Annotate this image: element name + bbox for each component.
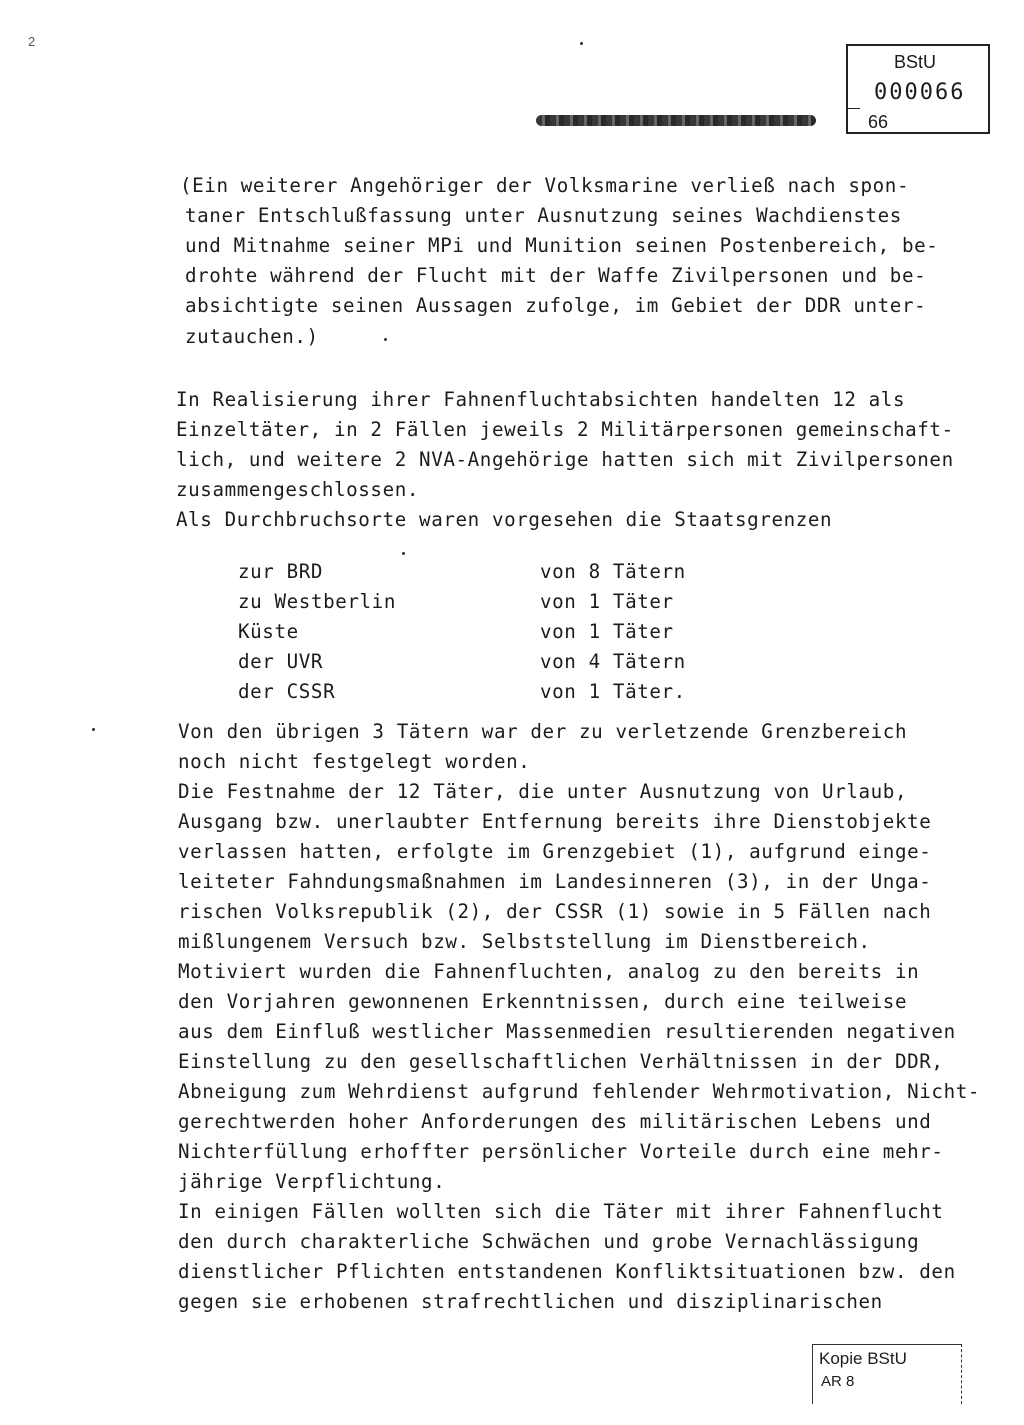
scan-speck bbox=[402, 552, 405, 555]
text-line: gegen sie erhobenen strafrechtlichen und disziplinarischen bbox=[178, 1290, 883, 1313]
text-line: Motiviert wurden die Fahnenfluchten, analog zu den bereits in bbox=[178, 960, 920, 983]
text-line: Ausgang bzw. unerlaubter Entfernung bereits ihre Dienstobjekte bbox=[178, 810, 932, 833]
text-line: zusammengeschlossen. bbox=[176, 478, 420, 501]
border-place: zur BRD bbox=[238, 560, 324, 583]
text-line: taner Entschlußfassung unter Ausnutzung seines Wachdienstes bbox=[185, 204, 902, 227]
text-line: lich, und weitere 2 NVA-Angehörige hatten sich mit Zivilpersonen bbox=[176, 448, 954, 471]
stamp-divider bbox=[848, 108, 860, 109]
text-line: dienstlicher Pflichten entstandenen Konfliktsituationen bzw. den bbox=[178, 1260, 956, 1283]
redaction-scribble bbox=[536, 115, 816, 126]
text-line: leiteter Fahndungsmaßnahmen im Landesinneren (3), in der Unga- bbox=[178, 870, 932, 893]
text-line: rischen Volksrepublik (2), der CSSR (1) sowie in 5 Fällen nach bbox=[178, 900, 932, 923]
text-line: verlassen hatten, erfolgte im Grenzgebiet (1), aufgrund einge- bbox=[178, 840, 932, 863]
border-count: von 1 Täter bbox=[540, 620, 674, 643]
scan-speck bbox=[580, 42, 583, 45]
copy-stamp-label: Kopie BStU bbox=[819, 1349, 907, 1368]
border-count: von 8 Tätern bbox=[540, 560, 686, 583]
border-count: von 1 Täter bbox=[540, 590, 674, 613]
text-line: und Mitnahme seiner MPi und Munition seinen Postenbereich, be- bbox=[185, 234, 939, 257]
text-line: gerechtwerden hoher Anforderungen des militärischen Lebens und bbox=[178, 1110, 932, 1133]
text-line: In einigen Fällen wollten sich die Täter mit ihrer Fahnenflucht bbox=[178, 1200, 944, 1223]
border-place: der UVR bbox=[238, 650, 324, 673]
text-line: (Ein weiterer Angehöriger der Volksmarine verließ nach spon- bbox=[180, 174, 910, 197]
border-place: Küste bbox=[238, 620, 299, 643]
copy-stamp bbox=[812, 1344, 962, 1404]
stamp-number: 000066 bbox=[874, 80, 966, 105]
text-line: mißlungenem Versuch bzw. Selbststellung im Dienstbereich. bbox=[178, 930, 871, 953]
text-line: aus dem Einfluß westlicher Massenmedien resultierenden negativen bbox=[178, 1020, 956, 1043]
text-line: zutauchen.) bbox=[185, 325, 319, 348]
text-line: den durch charakterliche Schwächen und grobe Vernachlässigung bbox=[178, 1230, 920, 1253]
border-place: der CSSR bbox=[238, 680, 336, 703]
corner-mark: 2 bbox=[28, 34, 36, 49]
scan-speck bbox=[384, 338, 387, 341]
text-line: Als Durchbruchsorte waren vorgesehen die Staatsgrenzen bbox=[176, 508, 833, 531]
border-place: zu Westberlin bbox=[238, 590, 396, 613]
text-line: noch nicht festgelegt worden. bbox=[178, 750, 531, 773]
text-line: In Realisierung ihrer Fahnenfluchtabsichten handelten 12 als bbox=[176, 388, 906, 411]
archive-stamp bbox=[846, 44, 990, 134]
stamp-org: BStU bbox=[894, 52, 937, 72]
text-line: Nichterfüllung erhoffter persönlicher Vorteile durch eine mehr- bbox=[178, 1140, 944, 1163]
text-line: Abneigung zum Wehrdienst aufgrund fehlender Wehrmotivation, Nicht- bbox=[178, 1080, 981, 1103]
border-count: von 1 Täter. bbox=[540, 680, 686, 703]
text-line: Von den übrigen 3 Tätern war der zu verletzende Grenzbereich bbox=[178, 720, 908, 743]
text-line: absichtigte seinen Aussagen zufolge, im Gebiet der DDR unter- bbox=[185, 294, 927, 317]
border-count: von 4 Tätern bbox=[540, 650, 686, 673]
text-line: jährige Verpflichtung. bbox=[178, 1170, 446, 1193]
text-line: Einstellung zu den gesellschaftlichen Verhältnissen in der DDR, bbox=[178, 1050, 944, 1073]
stamp-page: 66 bbox=[868, 112, 889, 132]
text-line: drohte während der Flucht mit der Waffe Zivilpersonen und be- bbox=[185, 264, 927, 287]
scan-speck bbox=[92, 728, 95, 731]
text-line: den Vorjahren gewonnenen Erkenntnissen, durch eine teilweise bbox=[178, 990, 908, 1013]
text-line: Die Festnahme der 12 Täter, die unter Ausnutzung von Urlaub, bbox=[178, 780, 908, 803]
copy-stamp-ref: AR 8 bbox=[821, 1373, 855, 1390]
text-line: Einzeltäter, in 2 Fällen jeweils 2 Militärpersonen gemeinschaft- bbox=[176, 418, 954, 441]
